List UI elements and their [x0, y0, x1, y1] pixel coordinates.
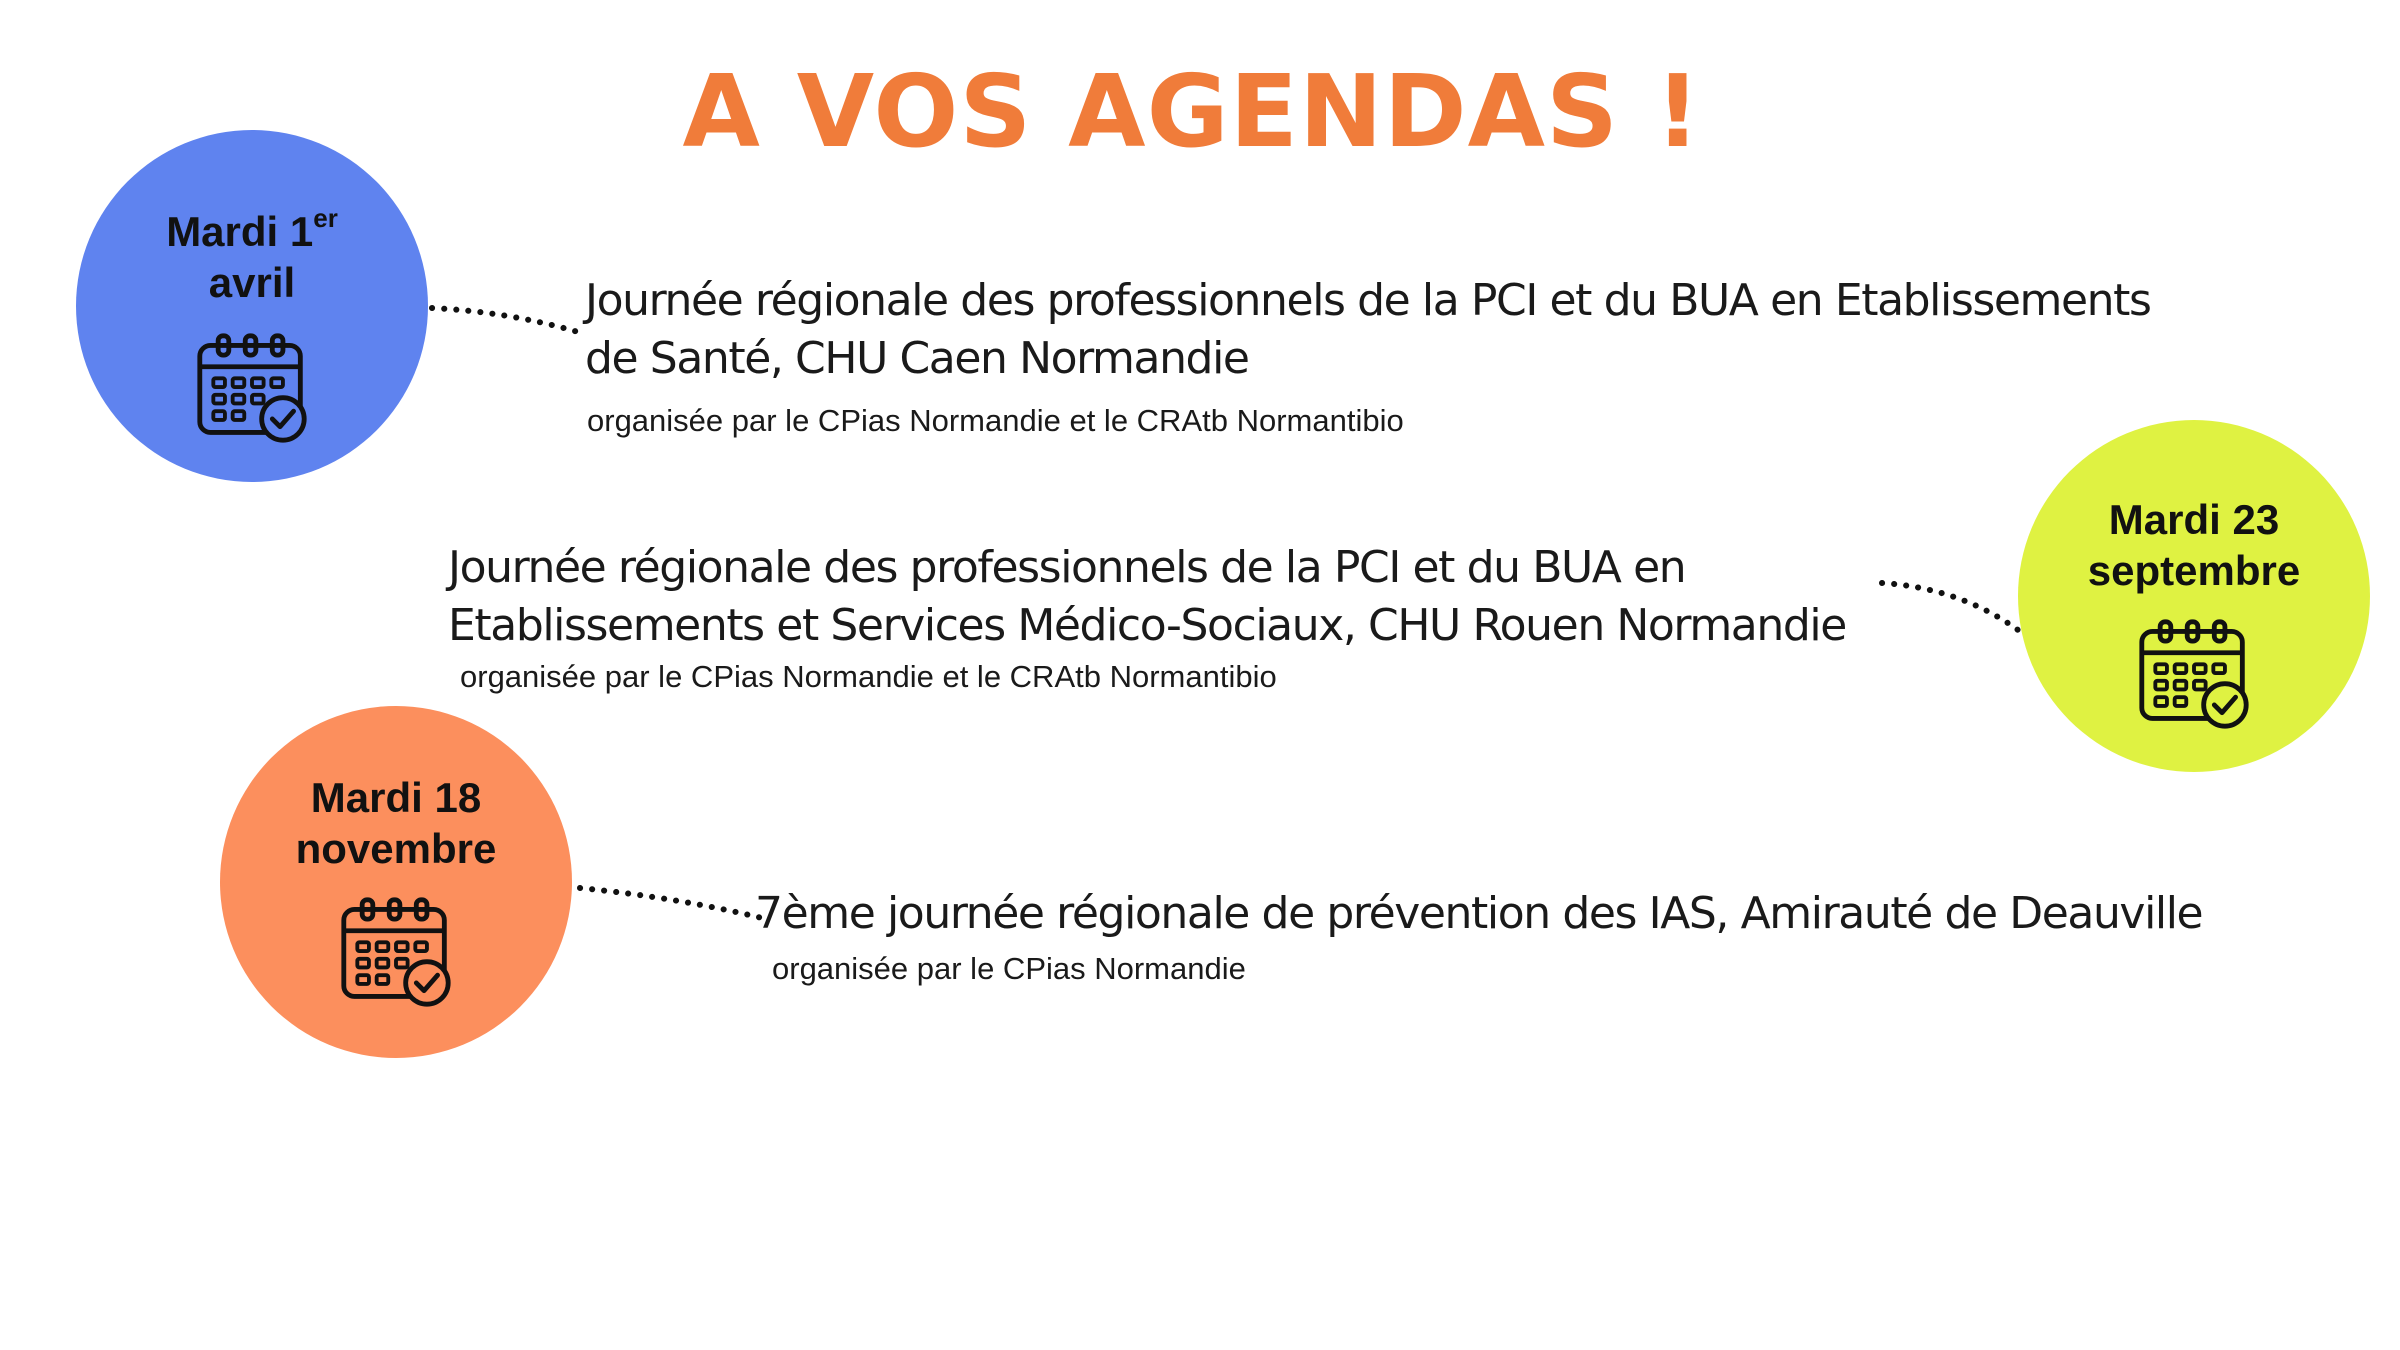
event-2-title-line-1: Journée régionale des professionnels de la PCI et du BUA en	[448, 542, 1686, 593]
event-1-title-line-2: de Santé, CHU Caen Normandie	[585, 333, 1249, 384]
calendar-check-icon	[2136, 616, 2252, 732]
event-1-title	[585, 272, 2151, 388]
event-2-title	[448, 539, 1846, 655]
date-circle-event-3	[220, 706, 572, 1058]
date-circle-event-1	[76, 130, 428, 482]
connector-event-1	[432, 308, 578, 332]
date-circle-event-2	[2018, 420, 2370, 772]
event-3-organizer: organisée par le CPias Normandie	[772, 951, 1246, 986]
event-3-title-line-1: 7ème journée régionale de prévention des IAS, Amirauté de Deauville	[755, 888, 2203, 939]
event-2-organizer: organisée par le CPias Normandie et le CRAtb Normantibio	[460, 659, 1277, 694]
calendar-check-icon	[338, 894, 454, 1010]
date-line-1: Mardi 18	[310, 774, 482, 821]
event-1-title-line-1: Journée régionale des professionnels de la PCI et du BUA en Etablissements	[585, 275, 2151, 326]
event-3-title	[755, 885, 2202, 943]
date-line-2: avril	[208, 259, 296, 306]
connector-event-2	[1882, 583, 2018, 630]
date-line-2: novembre	[295, 825, 497, 872]
date-line-1: Mardi 23	[2108, 496, 2280, 543]
calendar-check-icon	[194, 330, 310, 446]
event-1-organizer: organisée par le CPias Normandie et le CRAtb Normantibio	[587, 403, 1404, 438]
date-line-1: Mardi 1er	[166, 203, 338, 255]
date-line-2: septembre	[2087, 547, 2301, 594]
connector-event-3	[580, 888, 762, 918]
page-title: A VOS AGENDAS !	[682, 53, 1702, 170]
event-2-title-line-2: Etablissements et Services Médico-Sociaux, CHU Rouen Normandie	[448, 600, 1846, 651]
